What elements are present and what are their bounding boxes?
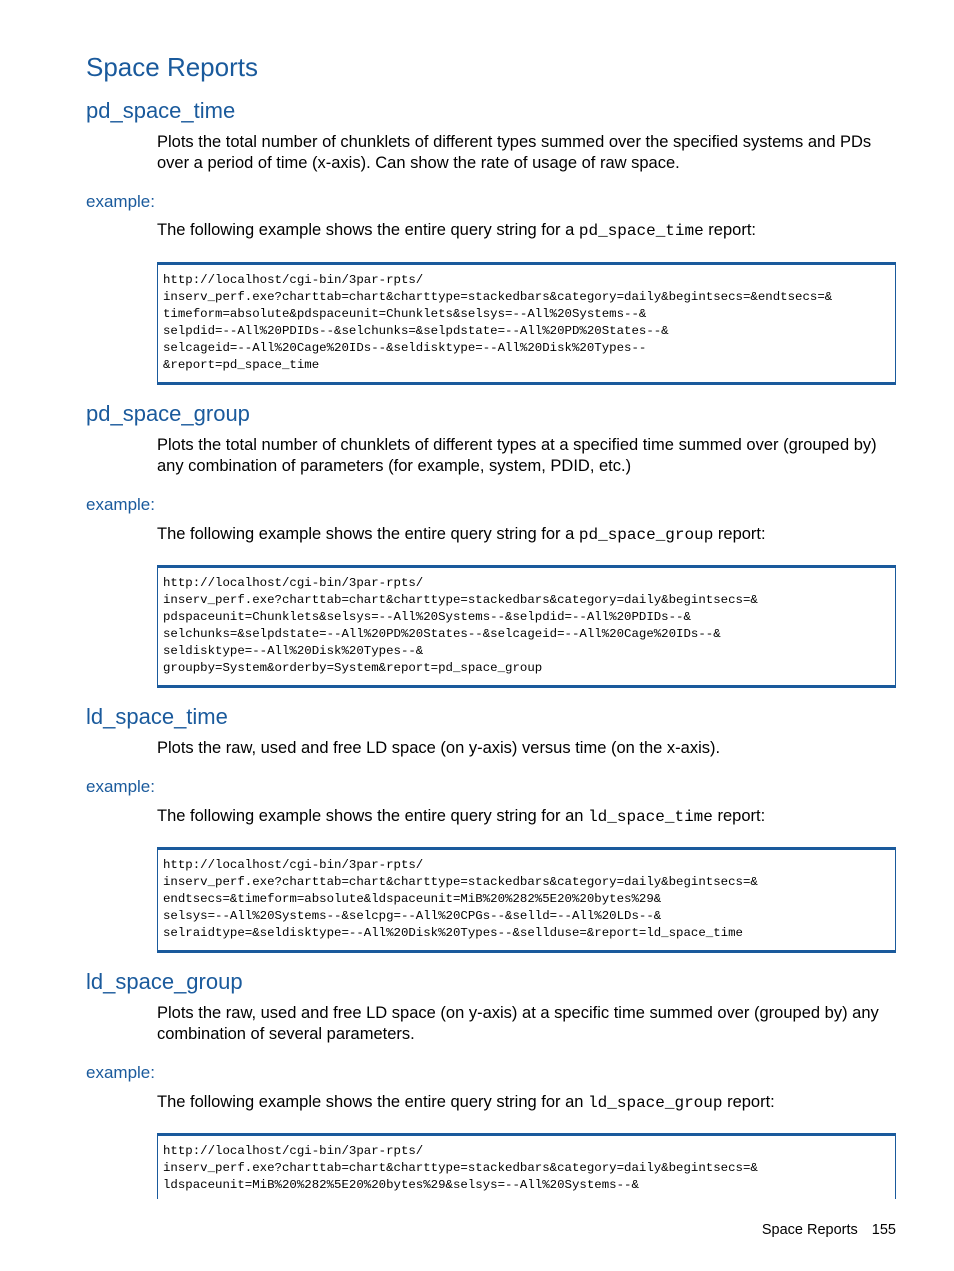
example-intro: The following example shows the entire query string for an ld_space_time report:	[157, 807, 766, 826]
section-description: Plots the raw, used and free LD space (on y-axis) at a specific time summed over (grouped by) any combination of several parameters.	[157, 1004, 879, 1043]
inline-code: ld_space_time	[588, 808, 713, 826]
inline-code: ld_space_group	[588, 1094, 723, 1112]
example-label: example:	[86, 495, 155, 514]
example-intro: The following example shows the entire query string for a pd_space_time report:	[157, 221, 756, 240]
example-intro: The following example shows the entire query string for an ld_space_group report:	[157, 1093, 775, 1112]
code-text: http://localhost/cgi-bin/3par-rpts/ inserv_perf.exe?charttab=chart&charttype=stackedbars&category=daily&begintsecs=& pdspaceunit=Chunklets&selsys=--All%20Systems--&selpdid=--All%20PDIDs--& selchunks=&selpdstate=--All%20PD%20States--&selcageid=--All%20Cage%20IDs--& seldisktype=--All%20Disk%20Types--& groupby=System&orderby=System&report=pd_space_group	[163, 576, 758, 676]
inline-code: pd_space_time	[578, 222, 704, 240]
inline-code: pd_space_group	[578, 526, 714, 544]
section-heading-ld-space-group: ld_space_group	[86, 969, 243, 994]
code-block	[157, 1133, 896, 1199]
footer-section-name: Space Reports	[761, 1222, 858, 1238]
section-description: Plots the total number of chunklets of different types summed over the specified systems and PDs over a period of time (x-axis). Can show the rate of usage of raw space.	[157, 133, 872, 172]
page-title: Space Reports	[86, 52, 258, 82]
code-block	[157, 262, 896, 385]
section-heading-pd-space-time: pd_space_time	[86, 98, 236, 123]
page-footer	[762, 1222, 896, 1238]
section-description: Plots the total number of chunklets of different types at a specified time summed over (grouped by) any combination of parameters (for example, system, PDID, etc.)	[157, 436, 877, 475]
code-text: http://localhost/cgi-bin/3par-rpts/ inserv_perf.exe?charttab=chart&charttype=stackedbars&category=daily&begintsecs=& endtsecs=&timeform=absolute&ldspaceunit=MiB%20%282%5E20%20bytes%29& selsys=--All%20Systems--&selcpg=--All%20CPGs--&selld=--All%20LDs--& selraidtype=&seldisktype=--All%20Disk%20Types--&sellduse=&report=ld_space_time	[163, 858, 758, 941]
code-block	[157, 847, 896, 953]
page-number: 155	[871, 1222, 896, 1238]
section-description: Plots the raw, used and free LD space (on y-axis) versus time (on the x-axis).	[157, 739, 721, 757]
code-text: http://localhost/cgi-bin/3par-rpts/ inserv_perf.exe?charttab=chart&charttype=stackedbars&category=daily&begintsecs=&endtsecs=& timeform=absolute&pdspaceunit=Chunklets&selsys=--All%20Systems--& selpdid=--All%20PDIDs--&selchunks=&selpdstate=--All%20PD%20States--& selcageid=--All%20Cage%20IDs--&seldisktype=--All%20Disk%20Types-- &report=pd_space_time	[163, 273, 833, 373]
example-label: example:	[86, 192, 155, 211]
section-heading-ld-space-time: ld_space_time	[86, 704, 228, 729]
example-intro: The following example shows the entire query string for a pd_space_group report:	[157, 525, 766, 544]
code-block	[157, 565, 896, 688]
example-label: example:	[86, 777, 155, 796]
section-heading-pd-space-group: pd_space_group	[86, 401, 250, 426]
code-text: http://localhost/cgi-bin/3par-rpts/ inserv_perf.exe?charttab=chart&charttype=stackedbars&category=daily&begintsecs=& ldspaceunit=MiB%20%282%5E20%20bytes%29&selsys=--All%20Systems--&	[163, 1144, 758, 1193]
example-label: example:	[86, 1063, 155, 1082]
